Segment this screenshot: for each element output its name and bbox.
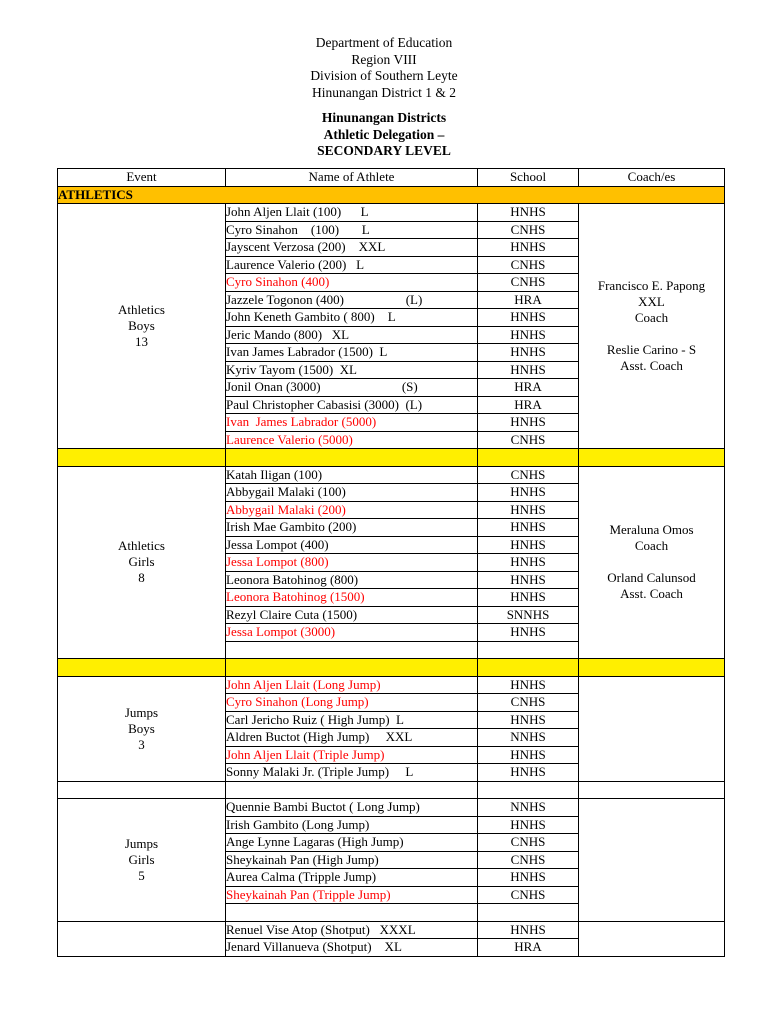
athlete-name: Jonil Onan (3000) (S) [226,379,478,397]
coach-line [579,554,724,570]
coach-line: Meraluna Omos [609,522,694,538]
spacer-cell [579,659,725,677]
section-label: ATHLETICS [58,186,725,204]
document-header [0,35,768,101]
athlete-name: Renuel Vise Atop (Shotput) XXXL [226,921,478,939]
spacer-cell [478,449,579,467]
school-cell: CNHS [478,274,579,292]
athlete-name: Cyro Sinahon (100) L [226,221,478,239]
school-cell: HNHS [478,414,579,432]
school-cell: HRA [478,379,579,397]
school-cell: HNHS [478,536,579,554]
delegation-table [57,168,725,957]
athlete-name: Carl Jericho Ruiz ( High Jump) L [226,711,478,729]
coach-line: Orland Calunsod [607,570,696,586]
title-line-2: Athletic Delegation – [323,126,445,142]
spacer-cell [579,781,725,799]
school-cell: HNHS [478,204,579,222]
athlete-name: John Aljen Llait (Triple Jump) [226,746,478,764]
athlete-name: Rezyl Claire Cuta (1500) [226,606,478,624]
spacer-cell [58,449,226,467]
athletics-girls-event-cell [58,466,226,659]
event-line: Girls [128,554,155,570]
event-line: Athletics [118,302,165,317]
athlete-name: Quennie Bambi Buctot ( Long Jump) [226,799,478,817]
school-cell: HNHS [478,519,579,537]
school-cell: HNHS [478,484,579,502]
athlete-name: Ange Lynne Lagaras (High Jump) [226,834,478,852]
coach-line: Reslie Carino - S [606,342,697,357]
school-cell: SNNHS [478,606,579,624]
event-line: Girls [128,851,155,867]
yellow-separator-row [58,659,725,677]
athlete-name: Aldren Buctot (High Jump) XXL [226,729,478,747]
athlete-name: Jeric Mando (800) XL [226,326,478,344]
athlete-name: Leonora Batohinog (1500) [226,589,478,607]
school-cell: HNHS [478,326,579,344]
school-cell: HNHS [478,344,579,362]
school-cell [478,641,579,659]
athlete-name: John Aljen Llait (Long Jump) [226,676,478,694]
table-row [58,676,725,694]
coach-line: Coach [634,310,669,325]
header-line-2: Region VIII [351,51,417,67]
coach-line: Asst. Coach [620,586,683,602]
athlete-name: Jessa Lompot (400) [226,536,478,554]
header-line-1: Department of Education [315,35,453,50]
coach-line: Coach [634,538,669,554]
athletics-boys-event-cell [58,204,226,449]
athlete-name: Sheykainah Pan (High Jump) [226,851,478,869]
athlete-name: Paul Christopher Cabasisi (3000) (L) [226,396,478,414]
throws-coach-cell [579,921,725,956]
athlete-name: Jessa Lompot (800) [226,554,478,572]
event-line: Jumps [124,835,159,851]
athlete-name: Katah Iligan (100) [226,466,478,484]
school-cell: HRA [478,291,579,309]
school-cell: HNHS [478,921,579,939]
coach-line: XXL [638,294,665,309]
coach-line [579,326,724,342]
table-row [58,921,725,939]
spacer-cell [226,449,478,467]
jumps-girls-coach-cell [579,799,725,922]
spacer-cell [579,449,725,467]
school-cell: HNHS [478,309,579,327]
school-cell: HNHS [478,571,579,589]
document-title [0,110,768,160]
table-row [58,466,725,484]
school-cell: HNHS [478,239,579,257]
title-line-3: SECONDARY LEVEL [317,143,451,158]
table-header-row [58,169,725,187]
school-cell: HNHS [478,624,579,642]
athlete-name: Irish Mae Gambito (200) [226,519,478,537]
column-header-school: School [478,169,579,187]
athlete-name [226,904,478,922]
event-line: 5 [138,867,145,883]
athlete-name: Abbygail Malaki (200) [226,501,478,519]
event-line: 3 [138,736,145,752]
section-row-athletics [58,186,725,204]
school-cell: HNHS [478,501,579,519]
spacer-cell [226,781,478,799]
spacer-cell [58,659,226,677]
jumps-boys-coach-cell [579,676,725,781]
athlete-name: Ivan James Labrador (1500) L [226,344,478,362]
coach-line: Asst. Coach [620,358,683,373]
school-cell: CNHS [478,694,579,712]
school-cell: NNHS [478,799,579,817]
event-line: 8 [138,570,145,586]
athlete-name: Jenard Villanueva (Shotput) XL [226,939,478,957]
school-cell: CNHS [478,256,579,274]
school-cell [478,904,579,922]
athletics-girls-coach-cell [579,466,725,659]
jumps-girls-event-cell [58,799,226,922]
athlete-name [226,641,478,659]
athlete-name: Abbygail Malaki (100) [226,484,478,502]
column-header-event: Event [58,169,226,187]
table-row [58,799,725,817]
athlete-name: Kyriv Tayom (1500) XL [226,361,478,379]
athlete-name: Irish Gambito (Long Jump) [226,816,478,834]
school-cell: CNHS [478,221,579,239]
athlete-name: Aurea Calma (Tripple Jump) [226,869,478,887]
blank-separator-row [58,781,725,799]
event-line: Athletics [118,538,165,554]
school-cell: HRA [478,939,579,957]
school-cell: HRA [478,396,579,414]
school-cell: HNHS [478,554,579,572]
athlete-name: Sheykainah Pan (Tripple Jump) [226,886,478,904]
event-line: Jumps [124,704,159,720]
school-cell: HNHS [478,764,579,782]
athlete-name: Jazzele Togonon (400) (L) [226,291,478,309]
athlete-name: Sonny Malaki Jr. (Triple Jump) L [226,764,478,782]
athletics-boys-coach-cell [579,204,725,449]
coach-line: Francisco E. Papong [597,278,706,293]
athlete-name: Laurence Valerio (200) L [226,256,478,274]
column-header-athlete: Name of Athlete [226,169,478,187]
yellow-separator-row [58,449,725,467]
school-cell: CNHS [478,886,579,904]
event-line: Boys [128,720,155,736]
school-cell: CNHS [478,466,579,484]
header-line-4: Hinunangan District 1 & 2 [312,84,456,100]
throws-event-cell [58,921,226,956]
athlete-name: Laurence Valerio (5000) [226,431,478,449]
column-header-coach: Coach/es [579,169,725,187]
athlete-name: Jessa Lompot (3000) [226,624,478,642]
athlete-name: Jayscent Verzosa (200) XXL [226,239,478,257]
spacer-cell [226,659,478,677]
school-cell: HNHS [478,676,579,694]
school-cell: HNHS [478,816,579,834]
school-cell: CNHS [478,834,579,852]
school-cell: CNHS [478,431,579,449]
title-line-1: Hinunangan Districts [321,110,447,125]
athlete-name: John Keneth Gambito ( 800) L [226,309,478,327]
event-line: Boys [128,318,155,333]
athlete-name: Cyro Sinahon (400) [226,274,478,292]
school-cell: HNHS [478,711,579,729]
athlete-name: Leonora Batohinog (800) [226,571,478,589]
school-cell: HNHS [478,589,579,607]
school-cell: NNHS [478,729,579,747]
school-cell: HNHS [478,869,579,887]
school-cell: HNHS [478,746,579,764]
athlete-name: John Aljen Llait (100) L [226,204,478,222]
spacer-cell [58,781,226,799]
athlete-name: Ivan James Labrador (5000) [226,414,478,432]
school-cell: CNHS [478,851,579,869]
table-row [58,204,725,222]
athlete-name: Cyro Sinahon (Long Jump) [226,694,478,712]
spacer-cell [478,781,579,799]
event-line: 13 [135,334,148,349]
jumps-boys-event-cell [58,676,226,781]
header-line-3: Division of Southern Leyte [310,68,458,83]
spacer-cell [478,659,579,677]
school-cell: HNHS [478,361,579,379]
